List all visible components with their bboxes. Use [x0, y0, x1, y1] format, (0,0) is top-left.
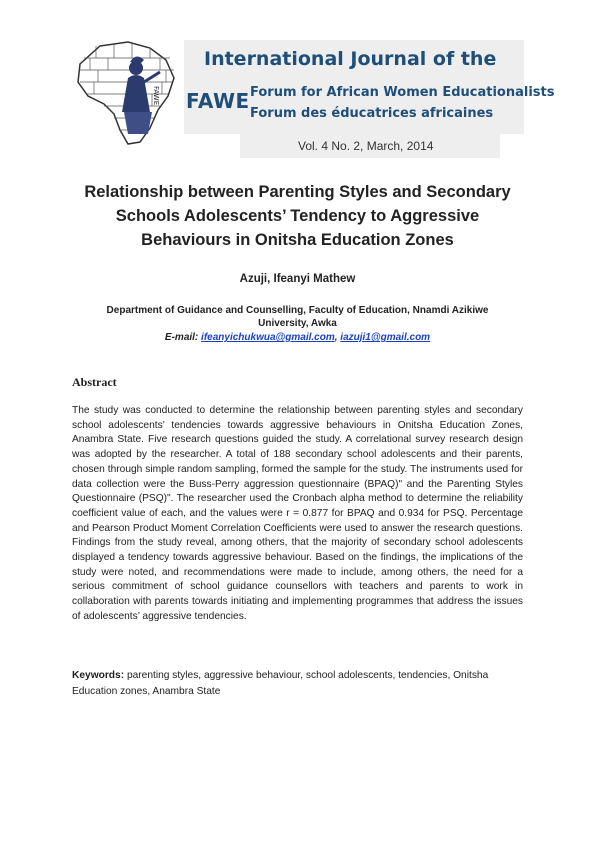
author-affiliation	[90, 304, 505, 330]
affiliation-line: Department of Guidance and Counselling, Faculty of Education, Nnamdi Azikiwe	[106, 305, 489, 316]
africa-map-logo-icon	[70, 38, 182, 148]
abstract-heading: Abstract	[72, 375, 117, 389]
abstract-text: The study was conducted to determine the relationship between parenting styles and secondary school adolescents’ tendencies towards aggressive behaviours in Onitsha Education Zones, Anambra State. Five research questions guided the study. A correlational survey research design was adopted by the researcher. A total of 188 secondary school adolescents and their parents, chosen through simple random sampling, formed the sample for the study. The instruments used for data collection were the Buss-Perry aggression questionnaire (BPAQ)" and the Parenting Styles Questionnaire (PSQ)". The researcher used the Cronbach alpha method to determine the reliability coefficient value of each, and the values were r = 0.877 for BPAQ and 0.934 for PSQ. Percentage and Pearson Product Moment Correlation Coefficients were used to answer the research questions. Findings from the study reveal, among others, that the majority of secondary school adolescents displayed a tendency towards aggressive behaviour. Based on the findings, the implications of the study were noted, and recommendations were made to include, among others, the need for a serious commitment of school guidance counsellors with teachers and parents to work in collaboration with parents towards initiating and implementing programmes that address the issues of adolescents’ aggressive tendencies.	[72, 405, 523, 622]
paper-title-line: Relationship between Parenting Styles and Secondary	[84, 183, 511, 201]
volume-issue: Vol. 4 No. 2, March, 2014	[298, 139, 434, 153]
fawe-logo	[70, 38, 182, 148]
org-name-french: Forum des éducatrices africaines	[250, 106, 494, 121]
affiliation-line: University, Awka	[258, 318, 337, 329]
email-link-secondary[interactable]: iazuji1@gmail.com	[340, 332, 431, 343]
journal-title: International Journal of the	[204, 48, 497, 70]
keywords-paragraph	[72, 668, 523, 700]
keywords-label: Keywords:	[72, 670, 125, 681]
paper-title-line: Behaviours in Onitsha Education Zones	[141, 231, 454, 249]
paper-title-line: Schools Adolescents’ Tendency to Aggressive	[115, 207, 480, 225]
keywords-list: parenting styles, aggressive behaviour, school adolescents, tendencies, Onitsha Education zones, Anambra State	[72, 670, 489, 697]
org-name-english: Forum for African Women Educationalists	[250, 85, 555, 100]
email-link-primary[interactable]: ifeanyichukwua@gmail.com	[201, 332, 335, 343]
paper-title	[60, 180, 535, 252]
author-name: Azuji, Ifeanyi Mathew	[239, 273, 356, 285]
logo-fawe-text: FAWE	[152, 86, 160, 106]
author-emails	[0, 332, 595, 343]
fawe-acronym: FAWE	[186, 89, 250, 113]
email-separator: ,	[334, 332, 338, 343]
email-label: E-mail:	[164, 332, 199, 343]
